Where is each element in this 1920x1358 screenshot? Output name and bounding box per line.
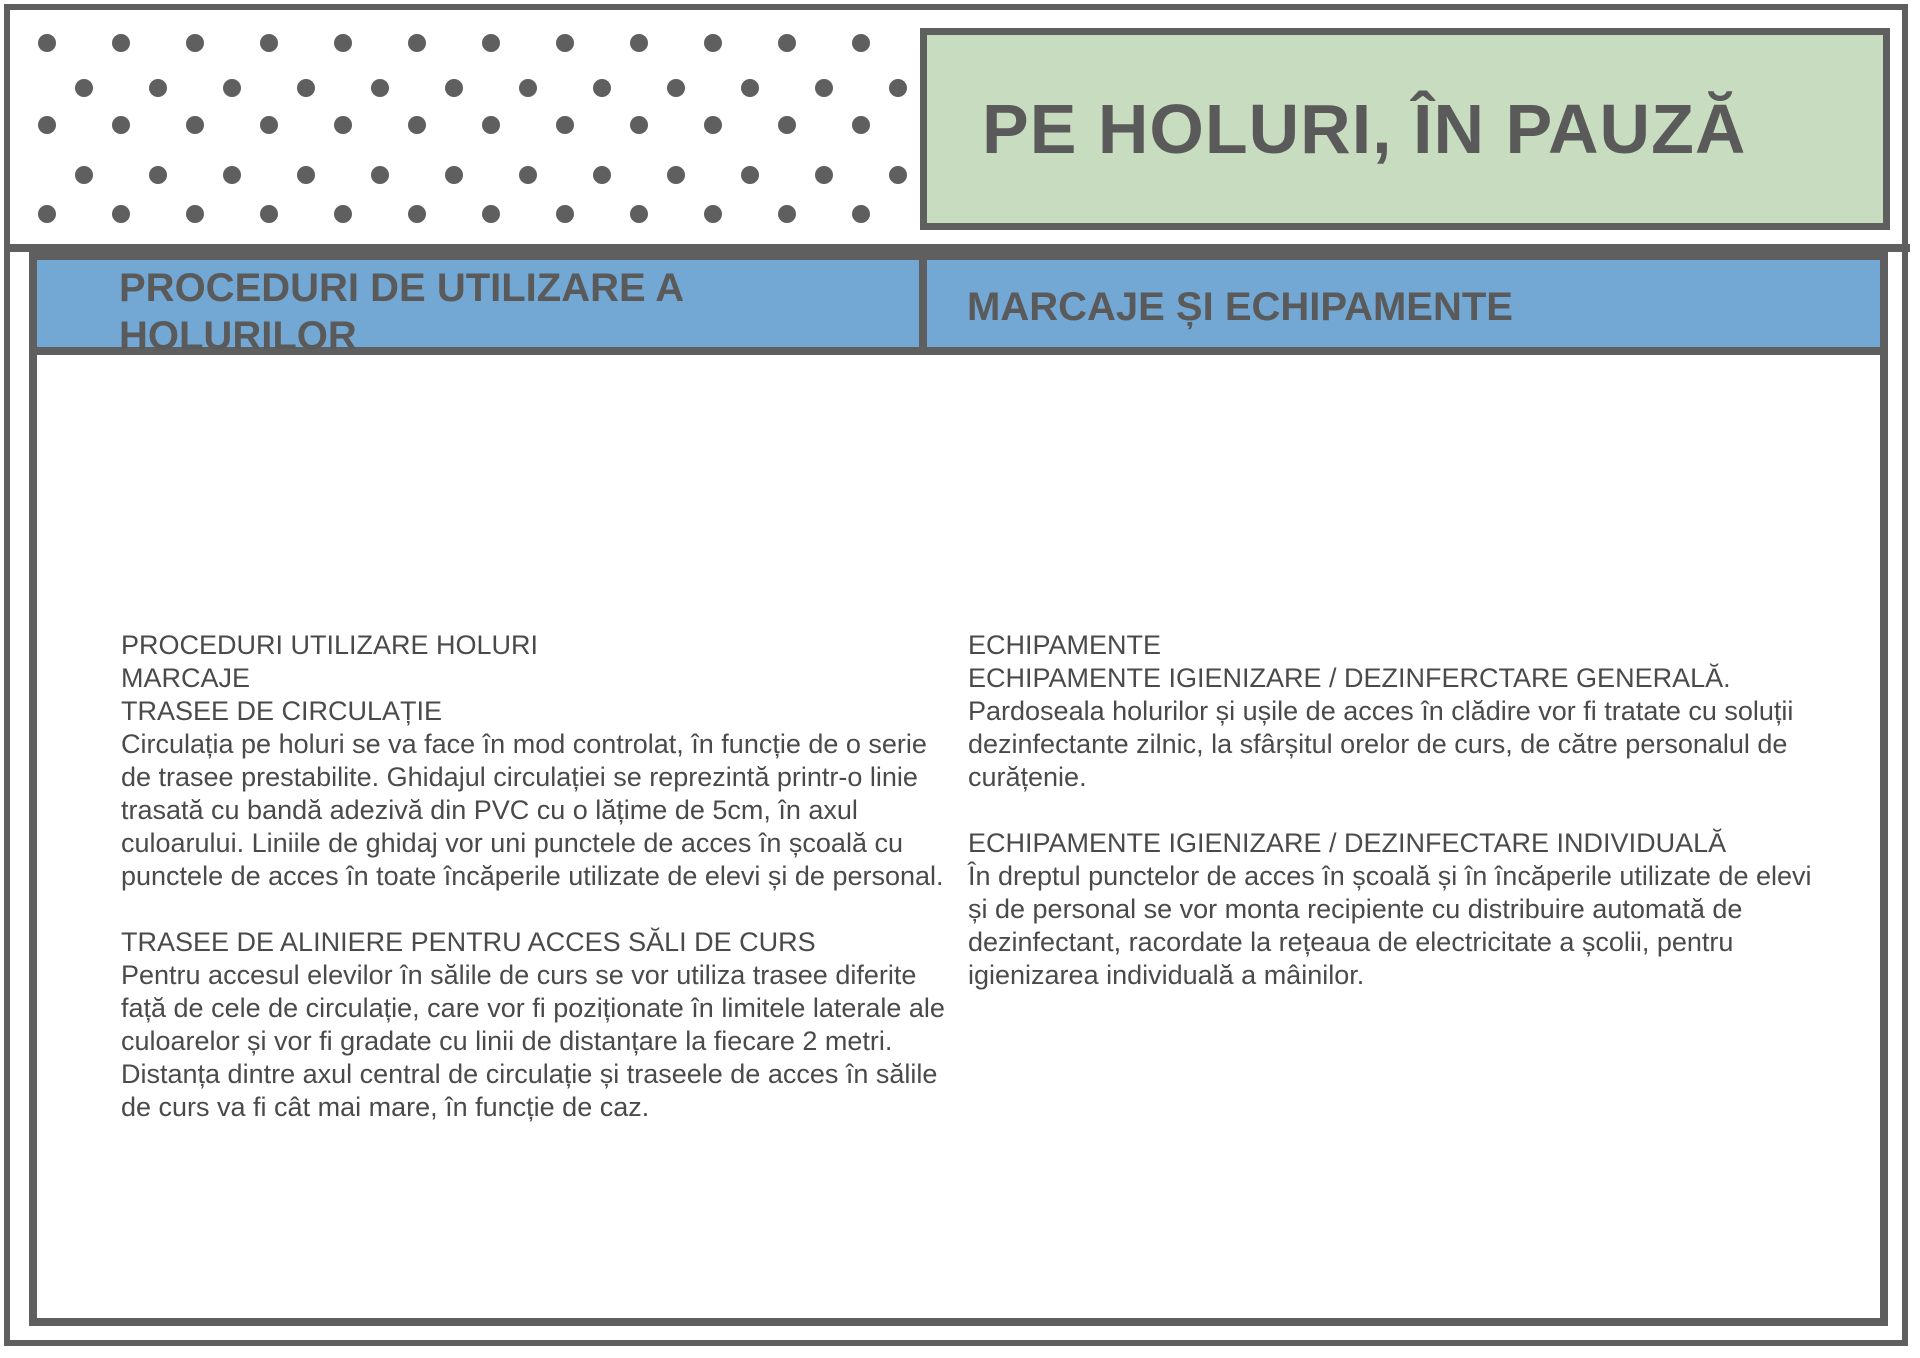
right-column xyxy=(968,629,1828,992)
pattern-dot xyxy=(186,205,204,223)
left-paragraph-distance: Distanța dintre axul central de circulație și traseele de acces în sălile de curs va fi cât mai mare, în funcție de caz. xyxy=(121,1059,938,1122)
pattern-dot xyxy=(260,34,278,52)
pattern-dot xyxy=(223,166,241,184)
section-header-left: PROCEDURI DE UTILIZARE A HOLURILOR xyxy=(119,266,683,358)
left-column xyxy=(121,629,961,1124)
pattern-dot xyxy=(186,116,204,134)
left-heading-procedures: PROCEDURI UTILIZARE HOLURI xyxy=(121,630,539,660)
pattern-dot xyxy=(630,34,648,52)
page-title: PE HOLURI, ÎN PAUZĂ xyxy=(982,90,1747,168)
pattern-dot xyxy=(778,34,796,52)
pattern-dot xyxy=(482,205,500,223)
right-paragraph-individual: În dreptul punctelor de acces în școală și în încăperile utilizate de elevi și de personal se vor monta recipiente cu distribuire automată de dezinfectant, racordate la rețeaua de electricitate a școlii, pentru igienizarea individuală a mâinilor. xyxy=(968,861,1812,990)
pattern-dot xyxy=(408,205,426,223)
pattern-dot xyxy=(260,116,278,134)
top-divider xyxy=(10,244,1910,252)
pattern-dot xyxy=(38,205,56,223)
left-heading-circulation: TRASEE DE CIRCULAȚIE xyxy=(121,696,443,726)
pattern-dot xyxy=(556,34,574,52)
pattern-dot xyxy=(741,166,759,184)
dot-pattern xyxy=(0,0,920,240)
pattern-dot xyxy=(519,79,537,97)
pattern-dot xyxy=(445,79,463,97)
left-paragraph-circulation: Circulația pe holuri se va face în mod controlat, în funcție de o serie de trasee prestabilite. Ghidajul circulației se reprezintă printr-o linie trasată cu bandă adezivă din PVC cu o lățime de 5cm, în axul culoarului. Liniile de ghidaj vor uni punctele de acces în școală cu punctele de acces în toate încăperile utilizate de elevi și de personal. xyxy=(121,729,944,891)
pattern-dot xyxy=(371,166,389,184)
pattern-dot xyxy=(112,205,130,223)
pattern-dot xyxy=(112,34,130,52)
pattern-dot xyxy=(852,34,870,52)
pattern-dot xyxy=(186,34,204,52)
pattern-dot xyxy=(334,205,352,223)
pattern-dot xyxy=(593,166,611,184)
pattern-dot xyxy=(75,166,93,184)
pattern-dot xyxy=(371,79,389,97)
pattern-dot xyxy=(112,116,130,134)
title-box xyxy=(920,28,1890,230)
pattern-dot xyxy=(482,34,500,52)
pattern-dot xyxy=(334,116,352,134)
pattern-dot xyxy=(704,34,722,52)
left-paragraph-access: Pentru accesul elevilor în sălile de curs se vor utiliza trasee diferite față de cele de circulație, care vor fi poziționate în limitele laterale ale culoarelor și vor fi gradate cu linii de distanțare la fiecare 2 metri. xyxy=(121,960,945,1056)
pattern-dot xyxy=(704,205,722,223)
header-separator xyxy=(919,260,927,355)
pattern-dot xyxy=(852,116,870,134)
pattern-dot xyxy=(149,79,167,97)
pattern-dot xyxy=(741,79,759,97)
pattern-dot xyxy=(556,205,574,223)
pattern-dot xyxy=(334,34,352,52)
pattern-dot xyxy=(297,166,315,184)
left-heading-alignment: TRASEE DE ALINIERE PENTRU ACCES SĂLI DE CURS xyxy=(121,927,816,957)
pattern-dot xyxy=(149,166,167,184)
right-paragraph-general: Pardoseala holurilor și ușile de acces în clădire vor fi tratate cu soluții dezinfectante zilnic, la sfârșitul orelor de curs, de către personalul de curățenie. xyxy=(968,696,1794,792)
pattern-dot xyxy=(630,205,648,223)
section-header-bar xyxy=(37,260,1880,358)
pattern-dot xyxy=(667,79,685,97)
pattern-dot xyxy=(408,116,426,134)
right-heading-general-disinfection: ECHIPAMENTE IGIENIZARE / DEZINFERCTARE GENERALĂ. xyxy=(968,663,1731,693)
right-heading-equipment: ECHIPAMENTE xyxy=(968,630,1162,660)
pattern-dot xyxy=(297,79,315,97)
pattern-dot xyxy=(815,166,833,184)
pattern-dot xyxy=(889,166,907,184)
pattern-dot xyxy=(889,79,907,97)
pattern-dot xyxy=(667,166,685,184)
pattern-dot xyxy=(482,116,500,134)
pattern-dot xyxy=(38,116,56,134)
pattern-dot xyxy=(408,34,426,52)
pattern-dot xyxy=(852,205,870,223)
pattern-dot xyxy=(593,79,611,97)
pattern-dot xyxy=(778,116,796,134)
pattern-dot xyxy=(815,79,833,97)
content-frame xyxy=(29,252,1888,1326)
spacer xyxy=(121,893,961,926)
pattern-dot xyxy=(556,116,574,134)
pattern-dot xyxy=(445,166,463,184)
pattern-dot xyxy=(38,34,56,52)
pattern-dot xyxy=(630,116,648,134)
pattern-dot xyxy=(260,205,278,223)
section-header-right: MARCAJE ȘI ECHIPAMENTE xyxy=(967,285,1513,329)
right-heading-individual-disinfection: ECHIPAMENTE IGIENIZARE / DEZINFECTARE INDIVIDUALĂ xyxy=(968,828,1727,858)
pattern-dot xyxy=(519,166,537,184)
spacer xyxy=(968,794,1828,827)
pattern-dot xyxy=(704,116,722,134)
pattern-dot xyxy=(778,205,796,223)
left-heading-markings: MARCAJE xyxy=(121,663,251,693)
pattern-dot xyxy=(75,79,93,97)
pattern-dot xyxy=(223,79,241,97)
